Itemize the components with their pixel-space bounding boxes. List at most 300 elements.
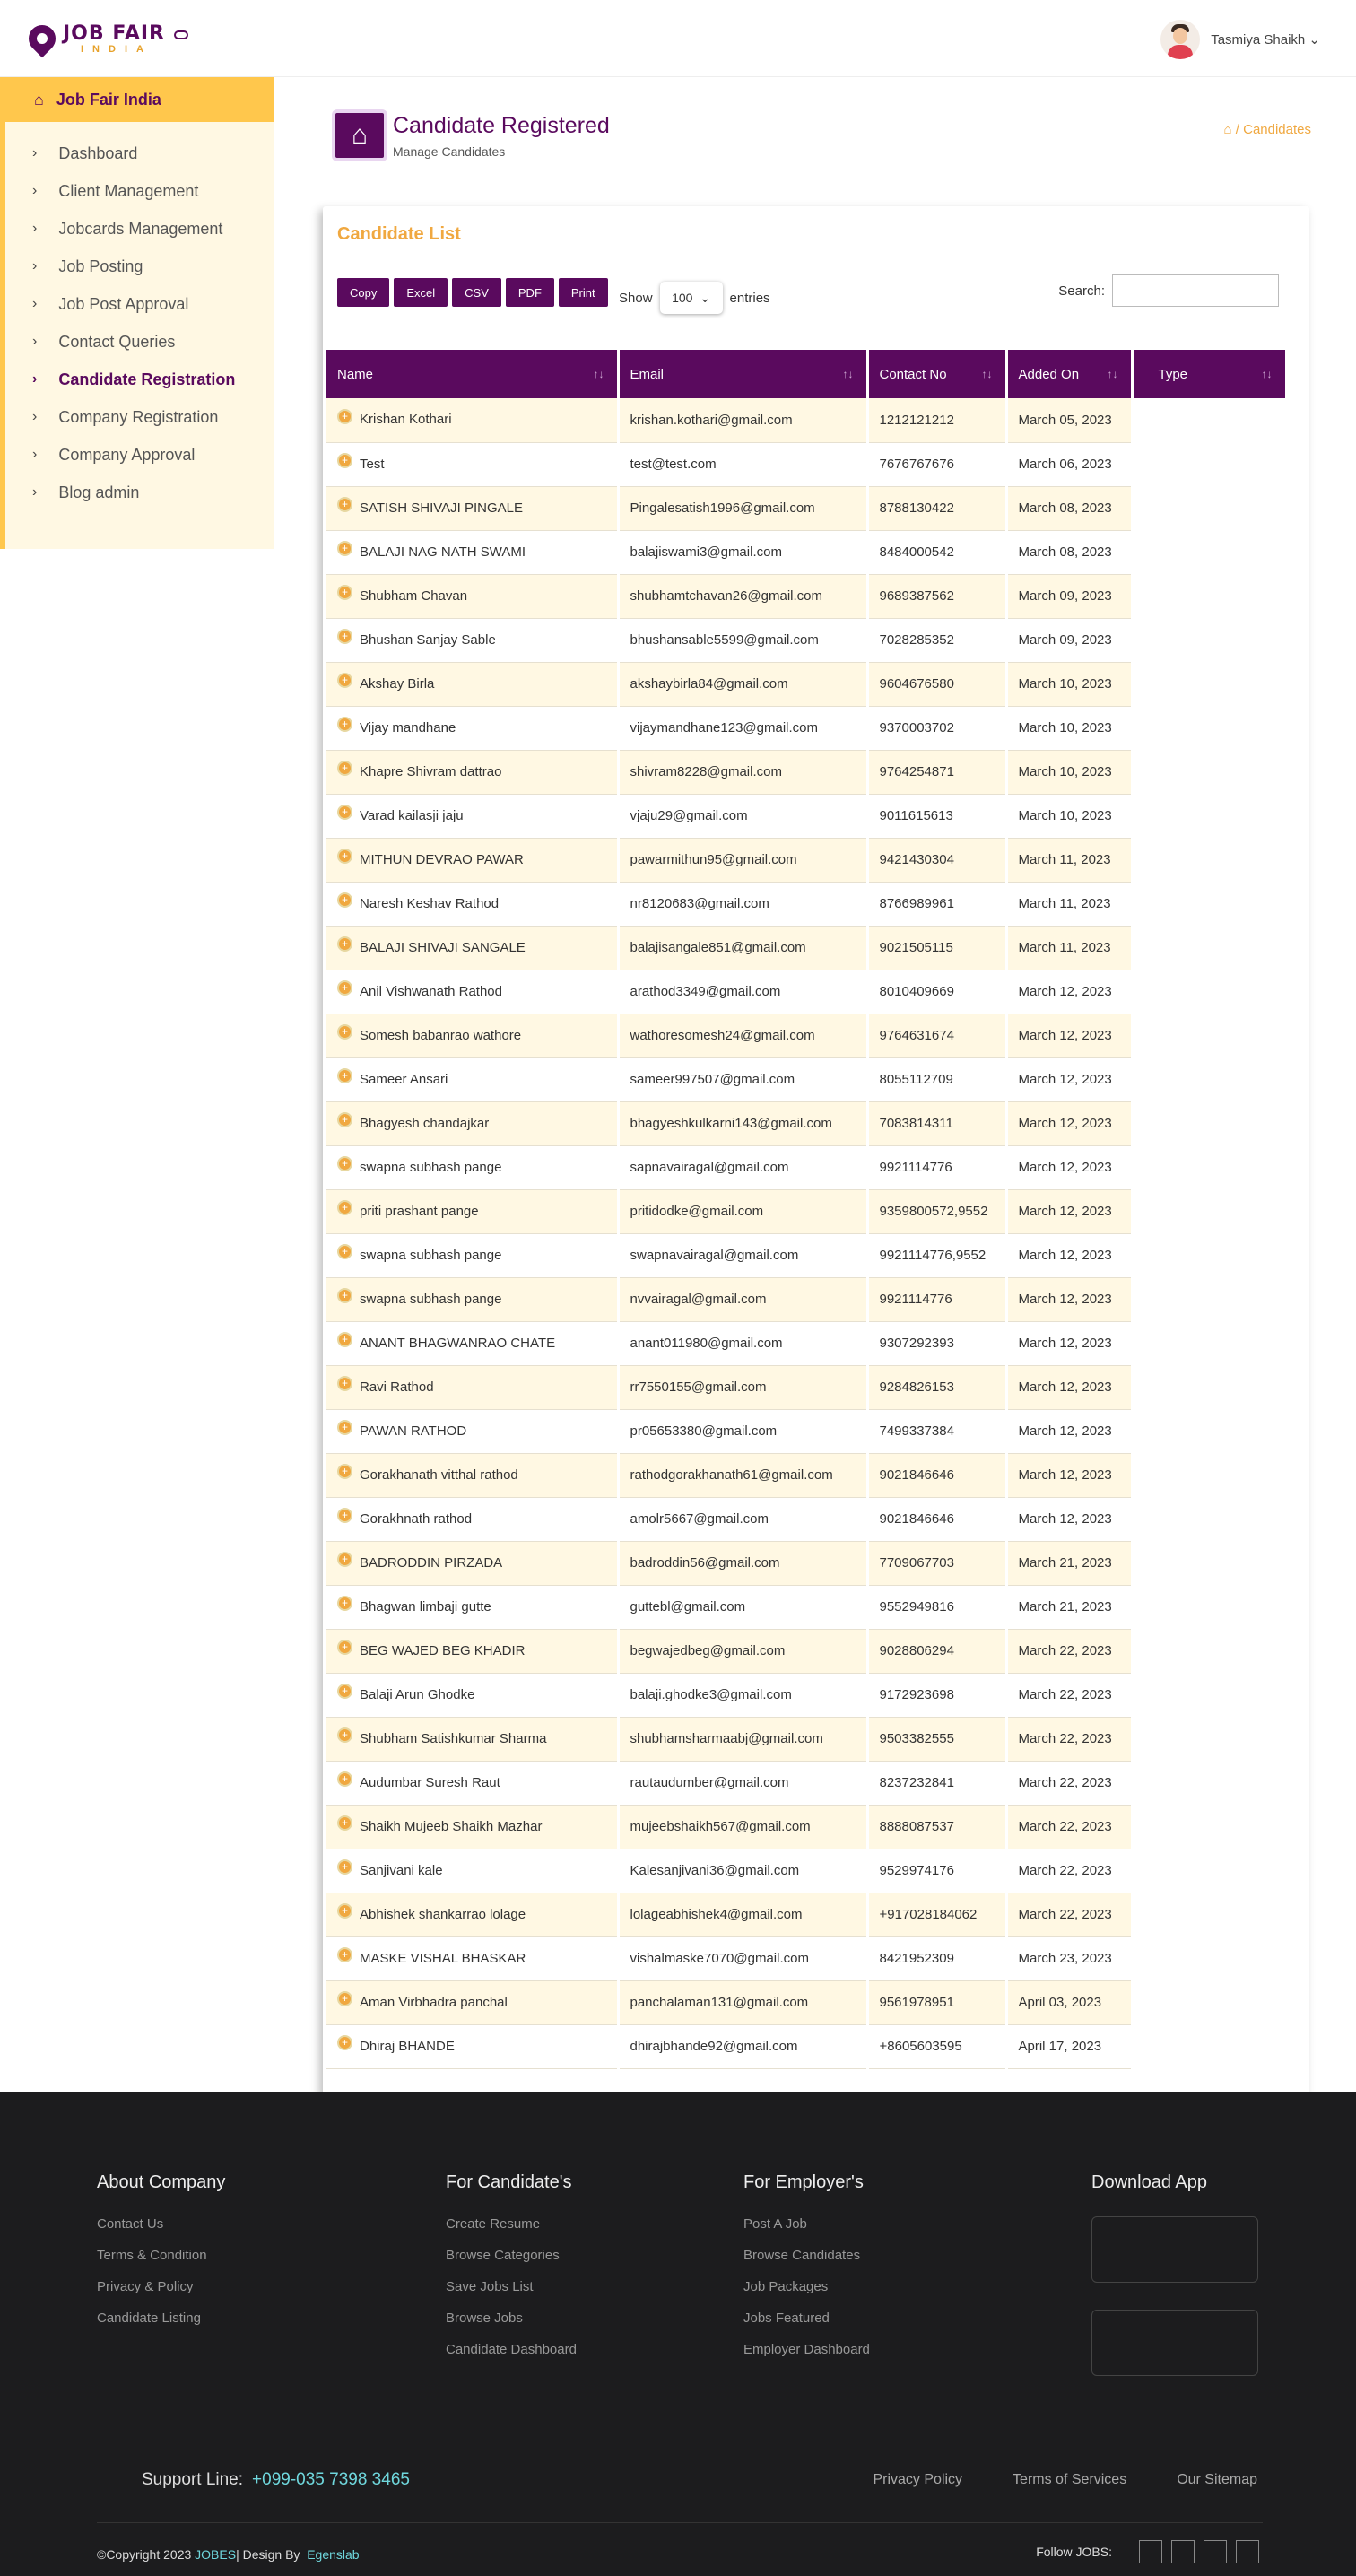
footer-link[interactable]: Create Resume — [446, 2216, 541, 2232]
sidebar-item-candidate-registration[interactable] — [5, 361, 274, 398]
footer-link[interactable]: Jobs Featured — [743, 2311, 830, 2326]
chevron-right-icon: › — [32, 145, 38, 161]
chevron-right-icon: › — [32, 447, 38, 462]
table-row[interactable] — [326, 1980, 1286, 2024]
cell-type — [1132, 574, 1286, 618]
cell-type — [1132, 838, 1286, 882]
cell-type — [1132, 1101, 1286, 1145]
sidebar-item-job-posting[interactable] — [5, 248, 274, 285]
table-row[interactable] — [326, 1717, 1286, 1761]
map-pin-icon — [23, 20, 61, 57]
footer-link[interactable]: Terms & Condition — [97, 2248, 207, 2263]
play-store-badge[interactable] — [1091, 2310, 1258, 2376]
cell-name: + Gorakhanath vitthal rathod — [326, 1453, 618, 1497]
expand-row-icon[interactable]: + — [337, 717, 352, 732]
cell-type — [1132, 926, 1286, 970]
sidebar-brand[interactable] — [5, 77, 274, 122]
table-row[interactable] — [326, 970, 1286, 1014]
cell-email: pr05653380@gmail.com — [618, 1409, 867, 1453]
entries-label: entries — [729, 290, 770, 306]
cell-added-on: March 22, 2023 — [1006, 1893, 1132, 1936]
sidebar-item-company-registration[interactable] — [5, 398, 274, 436]
sitemap-link[interactable]: Our Sitemap — [1177, 2472, 1257, 2487]
expand-row-icon[interactable]: + — [337, 1640, 352, 1655]
table-row[interactable] — [326, 398, 1286, 442]
sidebar-item-label: Job Posting — [58, 257, 143, 275]
cell-contact: 9011615613 — [867, 794, 1006, 838]
sidebar-item-label: Blog admin — [58, 483, 140, 501]
logo-title: JOB FAIR — [63, 22, 165, 45]
copy-button[interactable]: Copy — [337, 278, 389, 307]
expand-row-icon[interactable]: + — [337, 1508, 352, 1523]
cell-added-on: March 12, 2023 — [1006, 1145, 1132, 1189]
cell-type — [1132, 1980, 1286, 2024]
chevron-right-icon: › — [32, 221, 38, 236]
table-row[interactable] — [326, 1453, 1286, 1497]
sidebar-item-blog-admin[interactable] — [5, 474, 274, 511]
cell-name: + SATISH SHIVAJI PINGALE — [326, 486, 618, 530]
cell-added-on: March 12, 2023 — [1006, 1189, 1132, 1233]
table-row[interactable] — [326, 1014, 1286, 1057]
column-header-type[interactable]: Type ↑↓ — [1132, 350, 1286, 398]
cell-type — [1132, 1057, 1286, 1101]
expand-row-icon[interactable]: + — [337, 1024, 352, 1040]
table-row[interactable] — [326, 1849, 1286, 1893]
cell-contact: 9503382555 — [867, 1717, 1006, 1761]
expand-row-icon[interactable]: + — [337, 1112, 352, 1127]
cell-name: + Vijay mandhane — [326, 706, 618, 750]
search-input[interactable] — [1112, 274, 1279, 307]
expand-row-icon[interactable]: + — [337, 1420, 352, 1435]
table-row[interactable] — [326, 1145, 1286, 1189]
cell-added-on: March 22, 2023 — [1006, 1629, 1132, 1673]
table-row[interactable] — [326, 838, 1286, 882]
cell-added-on: March 10, 2023 — [1006, 662, 1132, 706]
cell-contact: 9552949816 — [867, 1585, 1006, 1629]
cell-email: lolageabhishek4@gmail.com — [618, 1893, 867, 1936]
table-row[interactable] — [326, 1585, 1286, 1629]
cell-type — [1132, 1453, 1286, 1497]
logo[interactable] — [29, 23, 188, 55]
table-row[interactable] — [326, 1805, 1286, 1849]
table-row[interactable] — [326, 574, 1286, 618]
sidebar-item-client-management[interactable] — [5, 172, 274, 210]
cell-email: dhirajbhande92@gmail.com — [618, 2024, 867, 2068]
cell-name: + Shubham Satishkumar Sharma — [326, 1717, 618, 1761]
footer-employers — [743, 2172, 870, 2373]
cell-added-on: March 11, 2023 — [1006, 926, 1132, 970]
chevron-right-icon: › — [32, 484, 38, 500]
cell-email: vishalmaske7070@gmail.com — [618, 1936, 867, 1980]
expand-row-icon[interactable]: + — [337, 980, 352, 996]
table-row[interactable] — [326, 1893, 1286, 1936]
cell-added-on: March 09, 2023 — [1006, 618, 1132, 662]
cell-name: + Somesh babanrao wathore — [326, 1014, 618, 1057]
table-row[interactable] — [326, 1189, 1286, 1233]
sidebar-item-label: Job Post Approval — [58, 294, 189, 313]
cell-contact: 9921114776 — [867, 1277, 1006, 1321]
expand-row-icon[interactable]: + — [337, 541, 352, 556]
cell-contact: +8605603595 — [867, 2024, 1006, 2068]
pdf-button[interactable]: PDF — [506, 278, 554, 307]
expand-row-icon[interactable]: + — [337, 849, 352, 864]
cell-email: badroddin56@gmail.com — [618, 1541, 867, 1585]
cell-contact: 1212121212 — [867, 398, 1006, 442]
show-label: Show — [619, 290, 653, 306]
cell-email: swapnavairagal@gmail.com — [618, 1233, 867, 1277]
cell-type — [1132, 618, 1286, 662]
cell-name: + Sameer Ansari — [326, 1057, 618, 1101]
cell-added-on: March 08, 2023 — [1006, 486, 1132, 530]
cell-added-on: March 06, 2023 — [1006, 442, 1132, 486]
sidebar-item-jobcards-management[interactable] — [5, 210, 274, 248]
table-row[interactable] — [326, 1233, 1286, 1277]
table-row[interactable] — [326, 2024, 1286, 2068]
cell-added-on: March 21, 2023 — [1006, 1541, 1132, 1585]
table-row[interactable] — [326, 1409, 1286, 1453]
follow-social — [1036, 2540, 1259, 2563]
table-row[interactable] — [326, 882, 1286, 926]
social-icon[interactable] — [1204, 2540, 1227, 2563]
cell-name: + Bhagwan limbaji gutte — [326, 1585, 618, 1629]
cell-type — [1132, 1365, 1286, 1409]
cell-added-on: March 12, 2023 — [1006, 1409, 1132, 1453]
cell-contact: 9021846646 — [867, 1453, 1006, 1497]
sidebar-item-label: Client Management — [58, 181, 199, 200]
csv-button[interactable]: CSV — [452, 278, 501, 307]
expand-row-icon[interactable]: + — [337, 673, 352, 688]
column-header-contact[interactable]: Contact No ↑↓ — [867, 350, 1006, 398]
cell-name: + Anil Vishwanath Rathod — [326, 970, 618, 1014]
cell-contact: 8888087537 — [867, 1805, 1006, 1849]
cell-type — [1132, 1233, 1286, 1277]
table-row[interactable] — [326, 706, 1286, 750]
cell-email: sapnavairagal@gmail.com — [618, 1145, 867, 1189]
footer-link[interactable]: Browse Jobs — [446, 2311, 523, 2326]
cell-added-on: March 09, 2023 — [1006, 574, 1132, 618]
table-row[interactable] — [326, 1629, 1286, 1673]
expand-row-icon[interactable]: + — [337, 1332, 352, 1347]
cell-email: guttebl@gmail.com — [618, 1585, 867, 1629]
footer-divider — [97, 2522, 1263, 2523]
expand-row-icon[interactable]: + — [337, 1156, 352, 1171]
expand-row-icon[interactable]: + — [337, 1991, 352, 2006]
cell-name: + swapna subhash pange — [326, 1233, 618, 1277]
cell-type — [1132, 1893, 1286, 1936]
cell-name: + Ravi Rathod — [326, 1365, 618, 1409]
cell-email: mujeebshaikh567@gmail.com — [618, 1805, 867, 1849]
cell-added-on: March 12, 2023 — [1006, 1014, 1132, 1057]
cell-contact: 9921114776,9552 — [867, 1233, 1006, 1277]
footer-link[interactable]: Browse Candidates — [743, 2248, 861, 2263]
chevron-right-icon: › — [32, 183, 38, 198]
table-row[interactable] — [326, 1541, 1286, 1585]
cell-email: Pingalesatish1996@gmail.com — [618, 486, 867, 530]
sidebar-item-dashboard[interactable] — [5, 135, 274, 172]
footer-link[interactable]: Job Packages — [743, 2279, 829, 2294]
breadcrumb[interactable]: ⌂ / Candidates — [1223, 122, 1311, 137]
cell-name: + Gorakhnath rathod — [326, 1497, 618, 1541]
expand-row-icon[interactable]: + — [337, 1068, 352, 1083]
terms-link[interactable]: Terms of Services — [1013, 2472, 1127, 2487]
page-header — [332, 109, 610, 161]
cell-added-on: March 12, 2023 — [1006, 1453, 1132, 1497]
cell-added-on: March 11, 2023 — [1006, 882, 1132, 926]
privacy-policy-link[interactable]: Privacy Policy — [873, 2472, 963, 2487]
cell-email: pawarmithun95@gmail.com — [618, 838, 867, 882]
cell-type — [1132, 442, 1286, 486]
table-search — [1058, 274, 1279, 307]
footer-about — [97, 2172, 225, 2342]
expand-row-icon[interactable]: + — [337, 1552, 352, 1567]
cell-email: rathodgorakhanath61@gmail.com — [618, 1453, 867, 1497]
table-row[interactable] — [326, 662, 1286, 706]
copyright: ©Copyright 2023 JOBES| Design By Egenslab — [97, 2547, 360, 2562]
sidebar-item-label: Contact Queries — [58, 332, 176, 351]
expand-row-icon[interactable]: + — [337, 1947, 352, 1962]
user-name[interactable]: Tasmiya Shaikh ⌄ — [1211, 32, 1320, 48]
footer-link[interactable]: Candidate Listing — [97, 2311, 201, 2326]
cell-email: rautaudumber@gmail.com — [618, 1761, 867, 1805]
home-icon: ⌂ — [34, 90, 44, 109]
table-row[interactable] — [326, 1761, 1286, 1805]
social-icon[interactable] — [1236, 2540, 1259, 2563]
cell-contact: 7676767676 — [867, 442, 1006, 486]
cell-added-on: March 10, 2023 — [1006, 706, 1132, 750]
footer-link[interactable]: Employer Dashboard — [743, 2342, 870, 2357]
cell-name: + Abhishek shankarrao lolage — [326, 1893, 618, 1936]
footer-link[interactable]: Save Jobs List — [446, 2279, 534, 2294]
table-row[interactable] — [326, 1497, 1286, 1541]
expand-row-icon[interactable]: + — [337, 1859, 352, 1875]
column-header-added-on[interactable]: Added On ↑↓ — [1006, 350, 1132, 398]
cell-contact: 8766989961 — [867, 882, 1006, 926]
cell-added-on: March 12, 2023 — [1006, 1497, 1132, 1541]
cell-added-on: March 05, 2023 — [1006, 398, 1132, 442]
footer — [0, 2092, 1356, 2576]
cell-contact: 9370003702 — [867, 706, 1006, 750]
sidebar — [0, 77, 274, 549]
table-row[interactable] — [326, 530, 1286, 574]
export-buttons — [337, 278, 613, 307]
cell-type — [1132, 2024, 1286, 2068]
entries-select[interactable]: 100 ⌄ — [660, 282, 723, 314]
expand-row-icon[interactable]: + — [337, 2035, 352, 2050]
cell-email: amolr5667@gmail.com — [618, 1497, 867, 1541]
table-row[interactable] — [326, 1673, 1286, 1717]
cell-email: test@test.com — [618, 442, 867, 486]
chevron-right-icon: › — [32, 334, 38, 349]
cell-contact: 9764254871 — [867, 750, 1006, 794]
user-menu[interactable] — [1160, 20, 1320, 59]
expand-row-icon[interactable]: + — [337, 497, 352, 512]
cell-added-on: March 12, 2023 — [1006, 1277, 1132, 1321]
chevron-right-icon: › — [32, 296, 38, 311]
cell-contact: 9021505115 — [867, 926, 1006, 970]
table-row[interactable] — [326, 1277, 1286, 1321]
footer-link[interactable]: Contact Us — [97, 2216, 164, 2232]
table-row[interactable] — [326, 1365, 1286, 1409]
cell-type — [1132, 1585, 1286, 1629]
search-label: Search: — [1058, 283, 1105, 299]
cell-contact: 9604676580 — [867, 662, 1006, 706]
cell-email: nr8120683@gmail.com — [618, 882, 867, 926]
cell-added-on: March 12, 2023 — [1006, 1101, 1132, 1145]
cell-name: + BADRODDIN PIRZADA — [326, 1541, 618, 1585]
expand-row-icon[interactable]: + — [337, 805, 352, 820]
table-row[interactable] — [326, 442, 1286, 486]
table-row[interactable] — [326, 926, 1286, 970]
chevron-right-icon: › — [32, 258, 38, 274]
designer-link[interactable]: Egenslab — [307, 2547, 360, 2562]
top-bar — [0, 0, 1356, 77]
column-header-email[interactable]: Email ↑↓ — [618, 350, 867, 398]
cell-contact: 9421430304 — [867, 838, 1006, 882]
cell-email: wathoresomesh24@gmail.com — [618, 1014, 867, 1057]
sidebar-item-contact-queries[interactable] — [5, 323, 274, 361]
expand-row-icon[interactable]: + — [337, 761, 352, 776]
expand-row-icon[interactable]: + — [337, 1464, 352, 1479]
cell-name: + Test — [326, 442, 618, 486]
expand-row-icon[interactable]: + — [337, 1727, 352, 1743]
cell-type — [1132, 1409, 1286, 1453]
cell-email: akshaybirla84@gmail.com — [618, 662, 867, 706]
cell-added-on: March 21, 2023 — [1006, 1585, 1132, 1629]
cell-name: + MITHUN DEVRAO PAWAR — [326, 838, 618, 882]
cell-type — [1132, 1629, 1286, 1673]
support-phone[interactable]: +099-035 7398 3465 — [252, 2470, 410, 2489]
sidebar-item-company-approval[interactable] — [5, 436, 274, 474]
sidebar-toggle-icon[interactable] — [174, 30, 188, 39]
cell-added-on: April 03, 2023 — [1006, 1980, 1132, 2024]
cell-email: bhushansable5599@gmail.com — [618, 618, 867, 662]
cell-email: balajiswami3@gmail.com — [618, 530, 867, 574]
table-row[interactable] — [326, 794, 1286, 838]
cell-name: + Akshay Birla — [326, 662, 618, 706]
cell-contact: 9921114776 — [867, 1145, 1006, 1189]
cell-type — [1132, 1014, 1286, 1057]
expand-row-icon[interactable]: + — [337, 1815, 352, 1831]
expand-row-icon[interactable]: + — [337, 1771, 352, 1787]
cell-type — [1132, 1189, 1286, 1233]
expand-row-icon[interactable]: + — [337, 453, 352, 468]
table-row[interactable] — [326, 618, 1286, 662]
footer-link[interactable]: Browse Categories — [446, 2248, 560, 2263]
cell-added-on: March 12, 2023 — [1006, 1233, 1132, 1277]
expand-row-icon[interactable]: + — [337, 936, 352, 952]
cell-email: balaji.ghodke3@gmail.com — [618, 1673, 867, 1717]
chevron-right-icon: › — [32, 409, 38, 424]
table-row[interactable] — [326, 1321, 1286, 1365]
home-icon: ⌂ — [332, 109, 387, 161]
social-icon[interactable] — [1139, 2540, 1162, 2563]
expand-row-icon[interactable]: + — [337, 585, 352, 600]
cell-contact: 9021846646 — [867, 1497, 1006, 1541]
cell-contact: 9359800572,9552 — [867, 1189, 1006, 1233]
cell-name: + Dhiraj BHANDE — [326, 2024, 618, 2068]
footer-bottom-links — [822, 2472, 1257, 2488]
print-button[interactable]: Print — [559, 278, 608, 307]
cell-email: nvvairagal@gmail.com — [618, 1277, 867, 1321]
cell-contact: 9284826153 — [867, 1365, 1006, 1409]
expand-row-icon[interactable]: + — [337, 1200, 352, 1215]
excel-button[interactable]: Excel — [394, 278, 448, 307]
table-row[interactable] — [326, 1101, 1286, 1145]
table-row[interactable] — [326, 1936, 1286, 1980]
cell-contact: 9307292393 — [867, 1321, 1006, 1365]
cell-added-on: March 10, 2023 — [1006, 750, 1132, 794]
cell-contact: 8010409669 — [867, 970, 1006, 1014]
cell-added-on: March 10, 2023 — [1006, 794, 1132, 838]
footer-heading: For Employer's — [743, 2172, 864, 2192]
expand-row-icon[interactable]: + — [337, 892, 352, 908]
social-icon[interactable] — [1171, 2540, 1195, 2563]
sidebar-item-label: Company Registration — [58, 407, 219, 426]
expand-row-icon[interactable]: + — [337, 1903, 352, 1919]
cell-added-on: March 12, 2023 — [1006, 1321, 1132, 1365]
cell-contact: 8055112709 — [867, 1057, 1006, 1101]
cell-type — [1132, 1761, 1286, 1805]
table-row[interactable] — [326, 750, 1286, 794]
expand-row-icon[interactable]: + — [337, 1376, 352, 1391]
cell-type — [1132, 970, 1286, 1014]
cell-type — [1132, 486, 1286, 530]
footer-heading: For Candidate's — [446, 2172, 572, 2192]
brand-link[interactable]: JOBES — [195, 2547, 237, 2562]
page-subtitle: Manage Candidates — [393, 144, 506, 159]
cell-type — [1132, 1145, 1286, 1189]
cell-type — [1132, 1541, 1286, 1585]
footer-candidates — [446, 2172, 577, 2373]
cell-name: + ANANT BHAGWANRAO CHATE — [326, 1321, 618, 1365]
footer-link[interactable]: Candidate Dashboard — [446, 2342, 577, 2357]
cell-name: + BALAJI SHIVAJI SANGALE — [326, 926, 618, 970]
column-header-name[interactable]: Name ↑↓ — [326, 350, 618, 398]
cell-added-on: April 17, 2023 — [1006, 2024, 1132, 2068]
expand-row-icon[interactable]: + — [337, 409, 352, 424]
expand-row-icon[interactable]: + — [337, 1244, 352, 1259]
cell-name: + Khapre Shivram dattrao — [326, 750, 618, 794]
sidebar-brand-label: Job Fair India — [56, 90, 161, 109]
expand-row-icon[interactable]: + — [337, 1288, 352, 1303]
sidebar-item-label: Candidate Registration — [58, 370, 236, 388]
cell-type — [1132, 1805, 1286, 1849]
table-row[interactable] — [326, 486, 1286, 530]
sidebar-item-label: Company Approval — [58, 445, 196, 464]
cell-added-on: March 12, 2023 — [1006, 1057, 1132, 1101]
app-store-badge[interactable] — [1091, 2216, 1258, 2283]
cell-contact: 7499337384 — [867, 1409, 1006, 1453]
expand-row-icon[interactable]: + — [337, 1596, 352, 1611]
expand-row-icon[interactable]: + — [337, 1684, 352, 1699]
cell-type — [1132, 662, 1286, 706]
sidebar-item-job-post-approval[interactable] — [5, 285, 274, 323]
footer-link[interactable]: Post A Job — [743, 2216, 807, 2232]
cell-type — [1132, 706, 1286, 750]
cell-type — [1132, 1849, 1286, 1893]
entries-length — [619, 282, 770, 314]
cell-contact: 9689387562 — [867, 574, 1006, 618]
expand-row-icon[interactable]: + — [337, 629, 352, 644]
cell-contact: 9028806294 — [867, 1629, 1006, 1673]
sidebar-item-label: Dashboard — [58, 144, 138, 162]
cell-email: balajisangale851@gmail.com — [618, 926, 867, 970]
cell-type — [1132, 398, 1286, 442]
cell-name: + swapna subhash pange — [326, 1277, 618, 1321]
follow-label: Follow JOBS: — [1036, 2545, 1112, 2559]
footer-link[interactable]: Privacy & Policy — [97, 2279, 194, 2294]
table-row[interactable] — [326, 1057, 1286, 1101]
